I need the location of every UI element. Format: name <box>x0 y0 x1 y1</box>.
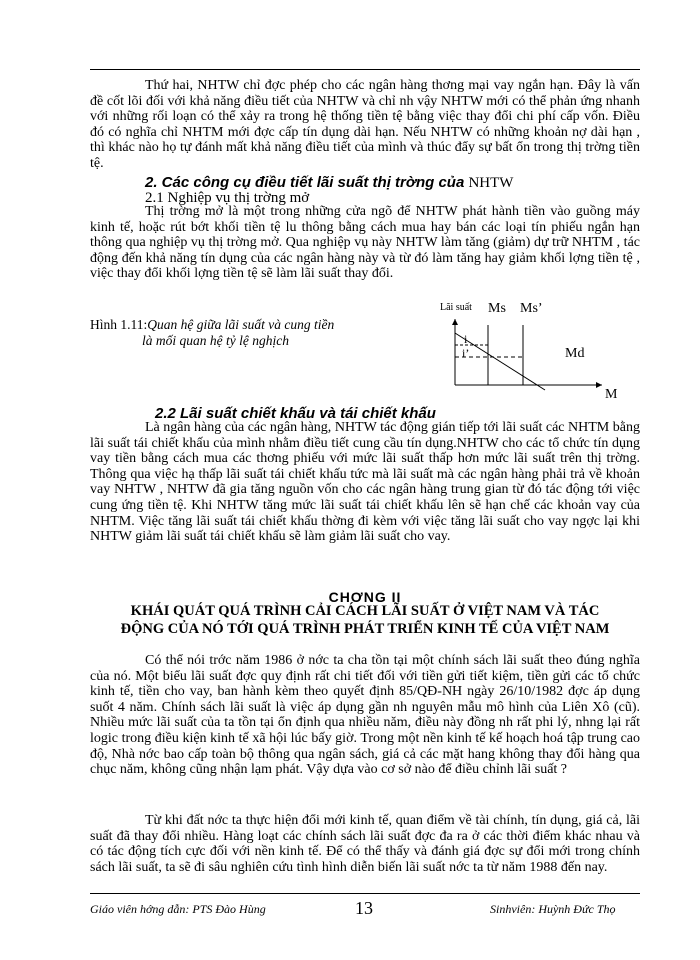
section-heading-2-text: 2. Các công cụ điều tiết lãi suất thị trờng của <box>145 174 465 191</box>
md-curve <box>455 333 545 390</box>
md-label: Md <box>565 346 585 361</box>
subsection-heading-2-2: 2.2 Lãi suất chiết khấu và tái chiết khấu <box>155 405 436 422</box>
subsection-heading-2-1: 2.1 Nghiệp vụ thị trờng mở <box>145 190 310 206</box>
x-axis-label: M <box>605 387 618 402</box>
page-number: 13 <box>355 898 373 918</box>
chapter-number: CHƠNG II <box>328 589 402 605</box>
footer-advisor: Giáo viên hớng dẫn: PTS Đào Hùng <box>90 902 266 916</box>
figure-caption-line-1: Quan hệ giữa lãi suất và cung tiền <box>147 317 335 332</box>
section-heading-2-suffix: NHTW <box>468 175 514 191</box>
paragraph-5: Từ khi đất nớc ta thực hiện đổi mới kinh tế, quan điểm về tài chính, tín dụng, giá cả, lãi suất đã thay đổi nhiều. Hàng loạt các chính sách lãi suất đợc đa ra ở các thời điểm khác nhau và có tác động tích cực đối với nền kinh tế. Để có thể thấy và đánh giá đợc sự đổi mới trong chính sách lãi suất, ta sẽ đi sâu nghiên cứu tình hình diễn biến lãi suất nớc ta từ năm 1988 đến nay. <box>90 813 640 875</box>
ms-label: Ms <box>488 301 506 316</box>
y-axis-label: Lãi suất <box>440 302 472 313</box>
i-label: i <box>464 332 468 346</box>
paragraph-1: Thứ hai, NHTW chỉ đợc phép cho các ngân hàng thơng mại vay ngắn hạn. Đây là vấn đề cốt lõi đối với khả năng điều tiết của NHTW và chỉ nh vậy NHTW mới có thể phản ứng nhanh với những rối loạn có thể xảy ra trong hệ thống tiền tệ bằng việc thay đổi chi phí cấp vốn. Điều đó có nghĩa chỉ NHTM mới đợc cấp tín dụng dài hạn. Nếu NHTW có những khoản nợ dài hạn , thì khác nào họ tự đánh mất khả năng điều tiết của mình và thúc đẩy sự bất ổn trong thị trờng tiền tệ. <box>90 78 640 171</box>
money-market-diagram <box>430 295 640 405</box>
header-rule <box>90 69 640 70</box>
chapter-title-line-2: ĐỘNG CỦA NÓ TỚI QUÁ TRÌNH PHÁT TRIỂN KINH TẾ CỦA VIỆT NAM <box>120 621 610 637</box>
i-prime-label: i’ <box>462 346 470 360</box>
figure-caption-label: Hình 1.11: <box>90 317 148 332</box>
footer-student: Sinhviên: Huỳnh Đức Thọ <box>490 902 616 916</box>
paragraph-4: Có thể nói trớc năm 1986 ở nớc ta cha tồn tại một chính sách lãi suất theo đúng nghĩa của nó. Một biểu lãi suất đợc quy định rất chi tiết đối với tiền gửi tiết kiệm, tiền gửi các tổ chức kinh tế, tiền cho vay, ban hành kèm theo quyết định 85/QĐ-NH ngày 26/10/1982 đợc áp dụng suốt 4 năm. Chính sách lãi suất là việc áp dụng gần nh nguyên mẫu mô hình của Liên Xô (cũ). Nhiều mức lãi suất của ta tồn tại ổn định qua nhiều năm, điều này đồng nh rất phi lý, nhng lại rất logic trong điều kiện kinh tế xã hội lúc bấy giờ. Trong một nền kinh tế kế hoạch hoá tập trung cao độ, Nhà nớc bao cấp toàn bộ thông qua ngân sách, giá cả các mặt hang không thay đổi hàng qua chục năm, không cũng nhận lạm phát. Vậy dựa vào cơ sở nào để điều chỉnh lãi suất ? <box>90 653 640 778</box>
chapter-title-line-1: KHÁI QUÁT QUÁ TRÌNH CẢI CÁCH LÃI SUẤT Ở VIỆT NAM VÀ TÁC <box>130 603 600 619</box>
paragraph-3: Là ngân hàng của các ngân hàng, NHTW tác động gián tiếp tới lãi suất các NHTM bằng lãi suất tái chiết khấu của mình nhằm điều tiết cung cầu tín dụng.NHTW cho các tổ chức tín dụng vay tiền bằng cách mua các thơng phiếu với mức lãi suất thấp hơn mức lãi suất trên thị trờng. Thông qua việc hạ thấp lãi suất tái chiết khấu tức mà lãi suất mà các ngân hàng phải trả về khoản vay NHTW , NHTW đã gia tăng nguồn vốn cho các ngân hàng trung gian từ đó tác động tới việc cung ứng tiền tệ. Khi NHTW tăng mức lãi suất tái chiết khấu lên sẽ hạn chế các khoản vay của NHTM. Việc tăng lãi suất tái chiết khấu thờng đi kèm với việc tăng lãi suất cho vay ngợc lại khi NHTW giảm lãi suất tái chiết khấu sẽ làm giảm lãi suất cho vay. <box>90 420 640 545</box>
figure-caption-line-2: là mối quan hệ tỷ lệ nghịch <box>142 333 289 348</box>
ms-prime-label: Ms’ <box>520 301 543 316</box>
paragraph-2: Thị trờng mở là một trong những cửa ngõ để NHTW phát hành tiền vào guồng máy kinh tế, hoặc rút bớt khối tiền tệ lu thông bằng cách mua hay bán các loại tín phiếu ngắn hạn thông qua nghiệp vụ thị trờng mở. Qua nghiệp vụ này NHTW làm tăng (giảm) dự trữ NHTM , tác động đến khả năng tín dụng của các ngân hàng này và từ đó làm tăng hay giảm khối lợng tiền tệ , việc thay đổi khối lợng tiền tệ sẽ làm lãi suất thay đổi. <box>90 204 640 282</box>
figure-caption <box>90 317 390 349</box>
footer-rule <box>90 893 640 894</box>
